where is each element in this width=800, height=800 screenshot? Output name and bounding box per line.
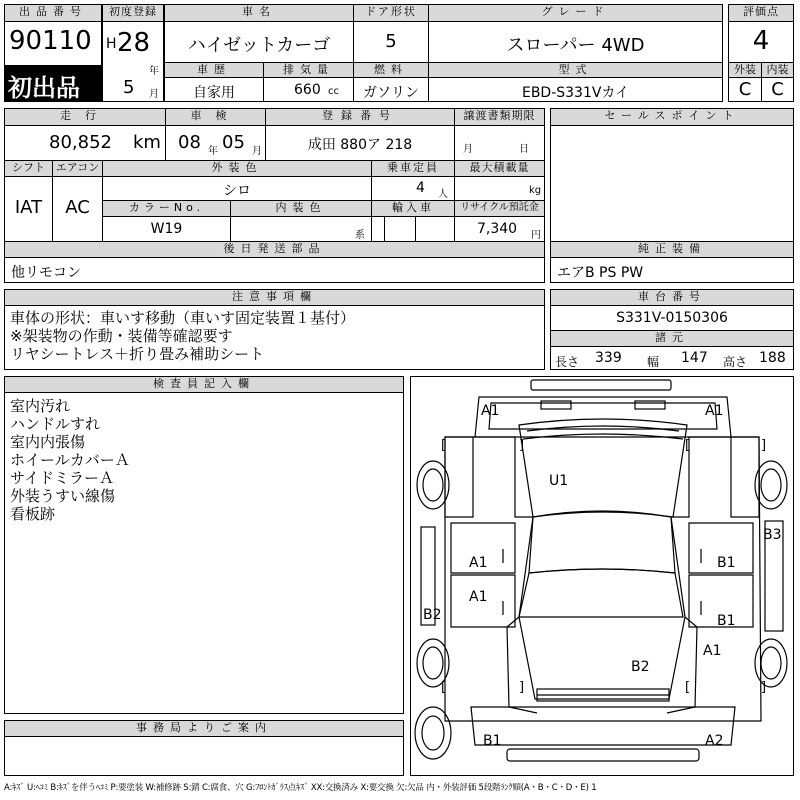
diagram-tire-front-left [417, 461, 449, 509]
era: H [106, 36, 117, 52]
inspector-line-2: ハンドルすれ [10, 415, 101, 433]
mark-left-front-door: A1 [469, 555, 488, 571]
mark-roof: U1 [549, 473, 569, 489]
import-box [371, 216, 455, 242]
max-load-unit: kg [529, 185, 542, 196]
inspector-label: 検査員記入欄 [4, 376, 404, 393]
transfer-deadline-label: 譲渡書類期限 [454, 108, 545, 126]
diagram-roof-rear [519, 569, 683, 617]
inspector-line-6: 外装うすい線傷 [10, 487, 116, 505]
mark-front-left: A1 [481, 403, 500, 419]
mileage-unit: km [133, 132, 161, 153]
diagram-rear-strip [507, 749, 699, 761]
bracket-left-top-close: ] [519, 438, 525, 453]
bracket-right-top-close: ] [761, 438, 767, 453]
genuine-equipment: エアB PS PW [557, 265, 644, 281]
score-box [728, 21, 794, 63]
exterior-grade-box [728, 77, 762, 102]
score: 4 [752, 26, 770, 56]
first-reg-month: 5 [123, 77, 135, 98]
mileage: 80,852 [49, 132, 112, 153]
genuine-equipment-box [550, 257, 794, 283]
inspection-year: 08 [178, 132, 201, 153]
color-no-label: カラーNo. [102, 200, 231, 217]
mark-front-right: A1 [705, 403, 724, 419]
chassis-number: S331V-0150306 [616, 310, 728, 326]
diagram-spare-tire [415, 707, 451, 759]
exterior-grade: C [738, 79, 752, 100]
color-no: W19 [150, 221, 183, 237]
diagram-front-strip [531, 380, 671, 390]
ac: AC [65, 197, 90, 218]
inspector-line-7: 看板跡 [10, 505, 56, 523]
bracket-right-top-open: [ [685, 438, 691, 453]
recycle: 7,340 [477, 221, 518, 237]
inspector-line-5: サイドミラーＡ [10, 469, 114, 487]
import-subcell [384, 216, 416, 242]
inspector-line-1: 室内汚れ [10, 397, 71, 415]
mark-left-rear-side: B2 [423, 607, 442, 623]
notes-line-3: リヤシートレス＋折り畳み補助シート [10, 345, 265, 363]
notes-label: 注意事項欄 [4, 289, 545, 306]
int-color-box [230, 216, 372, 242]
inspection-month: 05 [222, 132, 245, 153]
bracket-left-bottom-close: ] [519, 680, 525, 695]
import-label: 輸入車 [371, 200, 455, 217]
shift-label: シフト [4, 160, 53, 177]
car-name-box [164, 21, 354, 63]
office-notice-label: 事務局よりご案内 [4, 720, 404, 737]
legend: A:ｷｽﾞ U:ﾍｺﾐ B:ｷｽﾞを伴うﾍｺﾐ P:要塗装 W:補修跡 S:錆 C:腐食、穴 G:ﾌﾛﾝﾄｶﾞﾗｽ点ｷｽﾞ XX:交換済み X:要交換 欠:欠品 内・外装評価 5段階ﾗﾝｸ順(A・B・C・D・E) 1 [4, 783, 597, 793]
capacity-label: 乗車定員 [371, 160, 455, 177]
lot-number-label: 出品番号 [4, 4, 102, 22]
bracket-left-bottom-open: [ [441, 680, 447, 695]
grade-box [428, 21, 723, 63]
notes-line-2: ※架装物の作動・装備等確認要す [10, 327, 233, 345]
model-box [428, 77, 723, 102]
car-diagram-svg [411, 377, 793, 775]
first-registration-label: 初度登録 [102, 4, 164, 22]
sales-points-box [550, 125, 794, 242]
mark-rear-right: A2 [705, 733, 724, 749]
height-label: 高さ [723, 355, 748, 369]
later-parts-label: 後日発送部品 [4, 241, 545, 258]
max-load-box [454, 176, 545, 201]
transfer-deadline-box [454, 125, 545, 161]
interior-label: 内装 [761, 62, 794, 78]
first-reg-year: 28 [117, 28, 151, 58]
bracket-right-bottom-close: ] [761, 680, 767, 695]
model: EBD-S331Vカイ [521, 85, 630, 101]
mark-right-front-door: B1 [717, 555, 736, 571]
bracket-right-bottom-open: [ [685, 680, 691, 695]
ext-color: シロ [223, 183, 251, 199]
history-label: 車歴 [164, 62, 264, 78]
lot-number-box [4, 21, 102, 66]
displacement-label: 排気量 [263, 62, 354, 78]
interior-grade-box [761, 77, 794, 102]
ext-color-box [102, 176, 372, 201]
mark-right-side: B3 [763, 527, 782, 543]
mark-rear-center: B2 [631, 659, 650, 675]
capacity: 4 [416, 180, 425, 196]
shift: IAT [14, 197, 43, 218]
inspector-line-4: ホイールカバーＡ [10, 451, 130, 469]
diagram-cabin [529, 511, 675, 573]
door-type: 5 [385, 31, 397, 52]
car-name-label: 車名 [164, 4, 354, 22]
dimensions-box [550, 346, 794, 370]
height: 188 [759, 350, 786, 366]
inspection-year-unit: 年 [208, 146, 218, 157]
ac-label: エアコン [52, 160, 103, 177]
inspector-line-3: 室内内張傷 [10, 433, 86, 451]
max-load-label: 最大積載量 [454, 160, 545, 177]
mileage-box [4, 125, 166, 161]
displacement-unit: cc [328, 86, 339, 97]
car-name: ハイゼットカーゴ [187, 35, 331, 56]
displacement-box [263, 77, 354, 102]
genuine-equipment-label: 純正装備 [550, 241, 794, 258]
exterior-label: 外装 [728, 62, 762, 78]
length-label: 長さ [555, 355, 580, 369]
lot-number: 90110 [9, 26, 92, 56]
capacity-unit: 人 [438, 189, 448, 200]
width-label: 幅 [647, 355, 660, 369]
inspector-box [4, 392, 404, 714]
grade-label: グレード [428, 4, 723, 22]
fuel-label: 燃料 [353, 62, 429, 78]
recycle-box [454, 216, 545, 242]
mark-right-rear-fender: A1 [703, 643, 722, 659]
chassis-box [550, 305, 794, 331]
length: 339 [595, 350, 622, 366]
history: 自家用 [193, 85, 235, 101]
first-registration-box [102, 21, 164, 102]
notes-box [4, 305, 545, 370]
displacement: 660 [294, 82, 321, 98]
office-notice-box [4, 736, 404, 776]
transfer-month: 月 [463, 144, 473, 155]
transfer-day: 日 [519, 144, 529, 155]
capacity-box [371, 176, 455, 201]
damage-diagram [410, 376, 794, 776]
mileage-label: 走行 [4, 108, 166, 126]
door-type-box [353, 21, 429, 63]
dimensions-label: 諸元 [550, 330, 794, 347]
width: 147 [681, 350, 708, 366]
diagram-body-outline [445, 437, 761, 721]
score-label: 評価点 [728, 4, 794, 22]
fuel: ガソリン [363, 85, 419, 101]
mark-left-rear-door: A1 [469, 589, 488, 605]
diagram-rear-bumper [471, 707, 735, 745]
inspection-box [165, 125, 266, 161]
model-label: 型式 [428, 62, 723, 78]
later-parts: 他リモコン [11, 265, 81, 281]
first-listing-badge [4, 65, 102, 102]
inspection-month-unit: 月 [252, 146, 262, 157]
sales-points-label: セールスポイント [550, 108, 794, 126]
chassis-label: 車台番号 [550, 289, 794, 306]
diagram-tire-rear-right [755, 639, 787, 687]
ext-color-label: 外装色 [102, 160, 372, 177]
ac-box [52, 176, 103, 242]
door-type-label: ドア形状 [353, 4, 429, 22]
notes-line-1: 車体の形状：車いす移動（車いす固定装置１基付） [10, 309, 356, 327]
recycle-label: リサイクル預託金 [454, 200, 545, 217]
color-no-box [102, 216, 231, 242]
plate-box [265, 125, 455, 161]
later-parts-box [4, 257, 545, 283]
mark-rear-left: B1 [483, 733, 502, 749]
plate: 成田 880ア 218 [307, 137, 413, 153]
month-unit: 月 [149, 89, 159, 100]
fuel-box [353, 77, 429, 102]
int-color-label: 内装色 [230, 200, 372, 217]
grade: スローパー 4WD [506, 35, 645, 56]
int-color-unit: 系 [355, 230, 365, 241]
interior-grade: C [771, 79, 784, 100]
inspection-label: 車検 [165, 108, 266, 126]
mark-right-rear-door: B1 [717, 613, 736, 629]
history-box [164, 77, 264, 102]
shift-box [4, 176, 53, 242]
plate-label: 登録番号 [265, 108, 455, 126]
recycle-unit: 円 [531, 230, 541, 241]
bracket-left-top-open: [ [441, 438, 447, 453]
first-listing-text: 初出品 [8, 74, 80, 102]
year-unit: 年 [149, 66, 159, 77]
